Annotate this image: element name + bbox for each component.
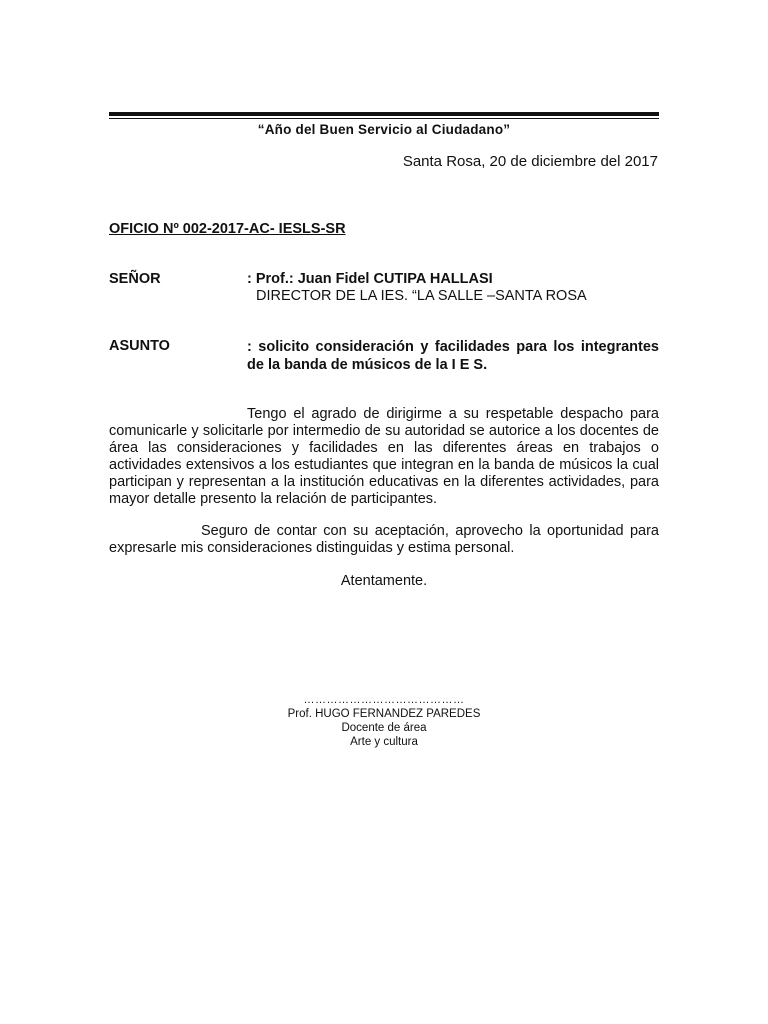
body-paragraph-1: Tengo el agrado de dirigirme a su respetable despacho para comunicarle y solicitarle por intermedio de su autoridad se autorice a los docentes de área las consideraciones y facilidades en las diferentes áreas en trabajos o actividades extensivos a los estudiantes que integran en la banda de músicos la cual participan y representan a la institución educativas en la diferentes actividades, para mayor detalle presento la relación de participantes.: [109, 406, 659, 507]
signature-line: ……………………………………: [303, 694, 465, 706]
oficio-number: OFICIO Nº 002-2017-AC- IESLS-SR: [109, 221, 346, 237]
signature-block: [109, 693, 659, 749]
header-rule-thick: [109, 112, 659, 116]
body-paragraph-2: Seguro de contar con su aceptación, aprovecho la oportunidad para expresarle mis consideraciones distinguidas y estima personal.: [109, 523, 659, 556]
signer-area: Arte y cultura: [350, 736, 418, 748]
year-motto: “Año del Buen Servicio al Ciudadano”: [257, 122, 511, 137]
signer-name: Prof. HUGO FERNANDEZ PAREDES: [287, 708, 481, 720]
subject-label: ASUNTO: [109, 338, 170, 354]
signer-role: Docente de área: [341, 722, 427, 734]
recipient-title: DIRECTOR DE LA IES. “LA SALLE –SANTA ROSA: [256, 288, 587, 304]
header-rule-thin: [109, 118, 659, 119]
place-date: Santa Rosa, 20 de diciembre del 2017: [402, 153, 658, 170]
closing: Atentamente.: [340, 573, 428, 589]
subject-text: : solicito consideración y facilidades para los integrantes de la banda de músicos de la I E S.: [247, 339, 659, 373]
recipient-name: : Prof.: Juan Fidel CUTIPA HALLASI: [247, 271, 493, 287]
recipient-label: SEÑOR: [109, 271, 161, 287]
